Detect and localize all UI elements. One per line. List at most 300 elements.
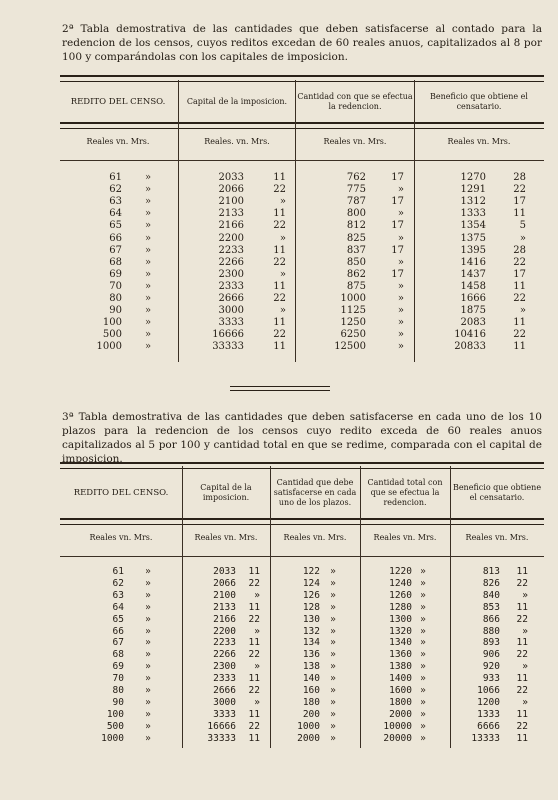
table2-header-rule [60, 518, 544, 525]
table-cell: 33333 [207, 732, 236, 744]
table-cell: 22 [248, 613, 260, 625]
table-cell: » [144, 280, 152, 292]
table-cell: 2233 [213, 637, 236, 649]
table-cell: 850 [346, 256, 366, 268]
table1-header-capital: Capital de la imposicion. [186, 97, 288, 106]
table-cell: 17 [391, 172, 404, 183]
table-cell: 11 [273, 317, 286, 329]
table-cell: 63 [112, 589, 124, 601]
table-cell: 22 [516, 685, 528, 696]
table-cell: 880 [482, 625, 500, 637]
table-cell: » [145, 577, 151, 589]
table-cell: » [330, 637, 336, 649]
table-cell: 22 [273, 293, 286, 304]
table1-subheader-beneficio: Reales vn. Mrs. [447, 137, 511, 146]
table-cell: 126 [302, 589, 320, 601]
table-cell: » [330, 685, 336, 696]
table-cell: 10416 [454, 329, 486, 341]
table1-top-rule [60, 75, 544, 82]
table-cell: 2033 [218, 172, 244, 183]
table-cell: 840 [482, 589, 500, 601]
table-cell: 3333 [213, 708, 236, 720]
table-row [0, 293, 558, 304]
table-cell: 20833 [454, 341, 486, 353]
table-cell: 11 [513, 341, 526, 353]
table-cell: 22 [273, 329, 286, 341]
table-cell: 11 [248, 566, 260, 577]
table-cell: » [145, 732, 151, 744]
table-row [0, 329, 558, 340]
table-cell: 63 [109, 196, 122, 208]
table-cell: » [330, 673, 336, 685]
table-cell: » [330, 613, 336, 625]
table-row [0, 721, 558, 732]
table-cell: » [420, 589, 426, 601]
table-row [0, 626, 558, 637]
table-cell: 1200 [477, 696, 500, 708]
table-cell: » [330, 589, 336, 601]
table-cell: » [145, 685, 151, 696]
table-cell: » [279, 196, 286, 208]
table-cell: » [397, 317, 404, 329]
table-cell: 22 [513, 184, 526, 196]
table2-subheader-beneficio: Reales vn. Mrs. [465, 533, 529, 542]
table1-header-rule [60, 122, 544, 129]
table2-body-rule [60, 556, 544, 557]
table-cell: » [397, 329, 404, 341]
table-cell: 2333 [218, 280, 244, 292]
table1-subheader-redito: Reales vn. Mrs. [86, 137, 150, 146]
table-cell: » [144, 256, 152, 268]
table-cell: 11 [516, 673, 528, 685]
table-cell: » [145, 720, 151, 732]
table-cell: » [397, 280, 404, 292]
table-cell: » [330, 732, 336, 744]
table-cell: 1260 [389, 589, 412, 601]
table-cell: 3333 [218, 317, 244, 329]
table-cell: 2100 [213, 589, 236, 601]
table-cell: 22 [516, 577, 528, 589]
table-cell: 2666 [213, 685, 236, 696]
table-cell: 90 [109, 305, 122, 317]
table-row [0, 317, 558, 328]
table-cell: 2200 [218, 232, 244, 244]
table-cell: » [145, 613, 151, 625]
table-row [0, 673, 558, 684]
table-cell: » [522, 696, 528, 708]
table-cell: » [144, 305, 152, 317]
table-cell: 11 [273, 341, 286, 353]
table-cell: 1340 [389, 637, 412, 649]
table-cell: 33333 [212, 341, 244, 353]
table-cell: 136 [302, 649, 320, 661]
table-cell: » [144, 184, 152, 196]
table-row [0, 661, 558, 672]
table-cell: » [145, 661, 151, 673]
table-cell: 12500 [334, 341, 366, 353]
table-cell: 11 [248, 732, 260, 744]
table-cell: » [144, 232, 152, 244]
table-cell: 22 [513, 256, 526, 268]
table-cell: 67 [109, 244, 122, 256]
table-cell: 2233 [218, 244, 244, 256]
table-cell: » [420, 625, 426, 637]
table-cell: » [144, 329, 152, 341]
table-cell: 22 [248, 685, 260, 696]
table-row [0, 305, 558, 316]
table-cell: » [145, 625, 151, 637]
table-cell: 1280 [389, 601, 412, 613]
table-cell: 2333 [213, 673, 236, 685]
table-cell: 80 [109, 293, 122, 304]
table-cell: » [279, 268, 286, 280]
table1-title: 2ª Tabla demostrativa de las cantidades que deben satisfacerse al contado para la redencion de los censos, cuyos reditos excedan de 60 reales anuos, capitalizados al 8 por 100 y comparándolas con los capitales de imposicion. [62, 23, 542, 63]
table-cell: 2133 [213, 601, 236, 613]
table-cell: 10000 [383, 720, 412, 732]
table-cell: 22 [248, 720, 260, 732]
table-cell: 1270 [460, 172, 486, 183]
table1-subheader-cantidad: Reales vn. Mrs. [323, 137, 387, 146]
table-cell: 1000 [297, 720, 320, 732]
table-cell: 22 [513, 329, 526, 341]
table-cell: 11 [513, 317, 526, 329]
table-cell: 80 [112, 685, 124, 696]
table-cell: 132 [302, 625, 320, 637]
table-cell: » [145, 589, 151, 601]
table-cell: » [420, 673, 426, 685]
table-cell: 2000 [297, 732, 320, 744]
table-cell: 1375 [460, 232, 486, 244]
table-cell: 1250 [340, 317, 366, 329]
table-cell: » [420, 708, 426, 720]
table-cell: » [420, 685, 426, 696]
table-cell: 180 [302, 696, 320, 708]
table-cell: 64 [112, 601, 124, 613]
table-cell: 1066 [477, 685, 500, 696]
table2-top-rule [60, 462, 544, 469]
table-cell: 13333 [471, 732, 500, 744]
table-cell: 122 [302, 566, 320, 577]
table-cell: » [397, 232, 404, 244]
table-cell: 1875 [460, 305, 486, 317]
table-cell: 1220 [389, 566, 412, 577]
table-cell: 22 [273, 184, 286, 196]
table-cell: » [144, 196, 152, 208]
table-cell: 2100 [218, 196, 244, 208]
table-cell: 11 [273, 208, 286, 220]
table-cell: » [254, 589, 260, 601]
table-cell: » [397, 305, 404, 317]
table-row [0, 590, 558, 601]
table-row [0, 233, 558, 244]
table-cell: 67 [112, 637, 124, 649]
table-cell: 11 [248, 673, 260, 685]
table-cell: » [330, 720, 336, 732]
table-cell: 100 [102, 317, 122, 329]
table-cell: 22 [248, 577, 260, 589]
table-cell: 775 [346, 184, 366, 196]
table-cell: 866 [482, 613, 500, 625]
table-cell: 1000 [101, 732, 124, 744]
table-cell: 6250 [340, 329, 366, 341]
table-cell: 16666 [212, 329, 244, 341]
table-cell: 1333 [477, 708, 500, 720]
table-cell: 500 [106, 720, 124, 732]
table-cell: 812 [346, 220, 366, 232]
table-cell: » [397, 184, 404, 196]
table-cell: 1291 [460, 184, 486, 196]
table-cell: 500 [102, 329, 122, 341]
table-cell: 2300 [213, 661, 236, 673]
table2-title: 3ª Tabla demostrativa de las cantidades que deben satisfacerse en cada uno de los 10 plazos para la redencion de los censos cuyo redito exceda de 60 reales anuos capitalizados al 5 por 100 y cantidad total en que se redime, comparada con el capital de imposicion. [62, 411, 542, 465]
table-cell: 65 [112, 613, 124, 625]
table-row [0, 614, 558, 625]
table-cell: 68 [109, 256, 122, 268]
table-cell: 160 [302, 685, 320, 696]
table-cell: 1300 [389, 613, 412, 625]
table2-subheader-redito: Reales vn. Mrs. [89, 533, 153, 542]
table-row [0, 281, 558, 292]
table-cell: 65 [109, 220, 122, 232]
table-cell: 69 [112, 661, 124, 673]
table-cell: » [144, 317, 152, 329]
table-cell: 1125 [340, 305, 366, 317]
table-row [0, 172, 558, 183]
table-cell: 70 [109, 280, 122, 292]
table2-header-capital: Capital de la imposicion. [200, 483, 252, 502]
table-cell: » [420, 637, 426, 649]
table-cell: » [522, 661, 528, 673]
table-cell: » [397, 293, 404, 304]
table-cell: » [145, 649, 151, 661]
table-cell: 920 [482, 661, 500, 673]
table2-header-plazos: Cantidad que debe satisfacerse en cada uno de los plazos. [273, 478, 357, 507]
table-cell: 62 [112, 577, 124, 589]
table2-subheader-total: Reales vn. Mrs. [373, 533, 437, 542]
table-cell: 66 [112, 625, 124, 637]
table-cell: » [397, 341, 404, 353]
table-row [0, 709, 558, 720]
table-cell: 11 [513, 280, 526, 292]
table-cell: » [145, 637, 151, 649]
table-cell: » [330, 649, 336, 661]
table-cell: 22 [273, 256, 286, 268]
table-cell: » [144, 244, 152, 256]
table-cell: 1240 [389, 577, 412, 589]
table2-subheader-capital: Reales vn. Mrs. [194, 533, 258, 542]
table-cell: 3000 [213, 696, 236, 708]
table-cell: » [145, 566, 151, 577]
table2-subheader-plazos: Reales vn. Mrs. [283, 533, 347, 542]
table-cell: 1458 [460, 280, 486, 292]
table-cell: 62 [109, 184, 122, 196]
table-cell: 69 [109, 268, 122, 280]
table-cell: 2166 [213, 613, 236, 625]
table2-header-redito: REDITO DEL CENSO. [73, 488, 169, 498]
table-cell: » [397, 256, 404, 268]
table-cell: 28 [513, 172, 526, 183]
table-cell: » [145, 673, 151, 685]
table-cell: » [420, 577, 426, 589]
table-cell: » [519, 232, 526, 244]
table-cell: 28 [513, 244, 526, 256]
table-cell: 762 [346, 172, 366, 183]
table-cell: 1320 [389, 625, 412, 637]
table-cell: » [420, 661, 426, 673]
table-cell: 2266 [213, 649, 236, 661]
table-row [0, 220, 558, 231]
table-cell: 933 [482, 673, 500, 685]
table-cell: 1666 [460, 293, 486, 304]
table-cell: 11 [516, 637, 528, 649]
table-cell: » [144, 268, 152, 280]
table-row [0, 733, 558, 744]
table-cell: 1312 [460, 196, 486, 208]
table-row [0, 602, 558, 613]
table-cell: 1000 [340, 293, 366, 304]
table-cell: 130 [302, 613, 320, 625]
table-cell: 138 [302, 661, 320, 673]
table-cell: 100 [106, 708, 124, 720]
table-cell: » [330, 708, 336, 720]
table-cell: 140 [302, 673, 320, 685]
table-cell: » [330, 577, 336, 589]
table-cell: 11 [516, 601, 528, 613]
table-row [0, 566, 558, 577]
table-cell: 5 [519, 220, 526, 232]
table-cell: » [254, 625, 260, 637]
table-cell: 61 [109, 172, 122, 183]
table-cell: » [519, 305, 526, 317]
table-cell: 16666 [207, 720, 236, 732]
table-cell: 853 [482, 601, 500, 613]
table-cell: 6666 [477, 720, 500, 732]
table-cell: » [144, 293, 152, 304]
table-row [0, 257, 558, 268]
table-cell: » [144, 341, 152, 353]
table-cell: » [420, 720, 426, 732]
table-cell: 90 [112, 696, 124, 708]
table-cell: 1354 [460, 220, 486, 232]
table-cell: 17 [513, 196, 526, 208]
table-cell: » [330, 625, 336, 637]
table-cell: 2166 [218, 220, 244, 232]
table-cell: 893 [482, 637, 500, 649]
table-cell: 11 [273, 172, 286, 183]
table-cell: 64 [109, 208, 122, 220]
table-cell: 22 [273, 220, 286, 232]
table-cell: 11 [273, 244, 286, 256]
table-cell: 68 [112, 649, 124, 661]
table-cell: 11 [516, 732, 528, 744]
table-cell: 825 [346, 232, 366, 244]
table-row [0, 685, 558, 696]
table-cell: 2266 [218, 256, 244, 268]
table-cell: 1360 [389, 649, 412, 661]
table-row [0, 208, 558, 219]
table-cell: 11 [513, 208, 526, 220]
table-cell: 2200 [213, 625, 236, 637]
table-cell: 862 [346, 268, 366, 280]
table-cell: 1400 [389, 673, 412, 685]
table-cell: 70 [112, 673, 124, 685]
table-cell: 17 [391, 220, 404, 232]
table1-header-beneficio: Beneficio que obtiene el censatario. [430, 92, 528, 111]
table-cell: 1416 [460, 256, 486, 268]
table-cell: 2066 [218, 184, 244, 196]
table-cell: 1333 [460, 208, 486, 220]
table-row [0, 578, 558, 589]
table-cell: 11 [516, 708, 528, 720]
table-cell: 17 [391, 268, 404, 280]
table-cell: » [254, 661, 260, 673]
table-cell: 124 [302, 577, 320, 589]
table-cell: 61 [112, 566, 124, 577]
table-cell: » [144, 220, 152, 232]
table-cell: » [420, 696, 426, 708]
table-row [0, 269, 558, 280]
table-cell: » [522, 625, 528, 637]
table-cell: » [420, 649, 426, 661]
table-cell: 22 [513, 293, 526, 304]
table-cell: » [254, 696, 260, 708]
table-cell: 22 [248, 649, 260, 661]
table-row [0, 697, 558, 708]
table1-header-redito: REDITO DEL CENSO. [70, 97, 166, 107]
table-cell: 22 [516, 613, 528, 625]
table-cell: 2083 [460, 317, 486, 329]
table-cell: 906 [482, 649, 500, 661]
table-cell: 1000 [96, 341, 122, 353]
section-divider [230, 386, 330, 391]
table-cell: » [144, 172, 152, 183]
table1-subheader-capital: Reales. vn. Mrs. [204, 137, 270, 146]
table-cell: » [420, 601, 426, 613]
table-cell: » [279, 232, 286, 244]
table-cell: 20000 [383, 732, 412, 744]
table-cell: » [144, 208, 152, 220]
table-cell: 17 [391, 244, 404, 256]
table-cell: » [279, 305, 286, 317]
table-row [0, 637, 558, 648]
table-cell: 1395 [460, 244, 486, 256]
table-cell: 2133 [218, 208, 244, 220]
table-cell: 1380 [389, 661, 412, 673]
table-cell: » [145, 708, 151, 720]
table-cell: 826 [482, 577, 500, 589]
table-cell: 22 [516, 720, 528, 732]
table-cell: » [420, 613, 426, 625]
table-cell: 813 [482, 566, 500, 577]
table-row [0, 649, 558, 660]
table-cell: 11 [273, 280, 286, 292]
table-cell: 1600 [389, 685, 412, 696]
table-cell: 11 [516, 566, 528, 577]
table-cell: 11 [248, 637, 260, 649]
table-cell: 134 [302, 637, 320, 649]
table-cell: » [330, 566, 336, 577]
table-cell: 787 [346, 196, 366, 208]
table-cell: 2300 [218, 268, 244, 280]
table-cell: 875 [346, 280, 366, 292]
table-row [0, 184, 558, 195]
table2-header-total: Cantidad total con que se efectua la redencion. [367, 478, 443, 507]
table-cell: » [145, 696, 151, 708]
table-cell: 2066 [213, 577, 236, 589]
table1-header-cantidad: Cantidad con que se efectua la redencion. [297, 92, 413, 111]
table-cell: 1437 [460, 268, 486, 280]
table-cell: 11 [248, 708, 260, 720]
